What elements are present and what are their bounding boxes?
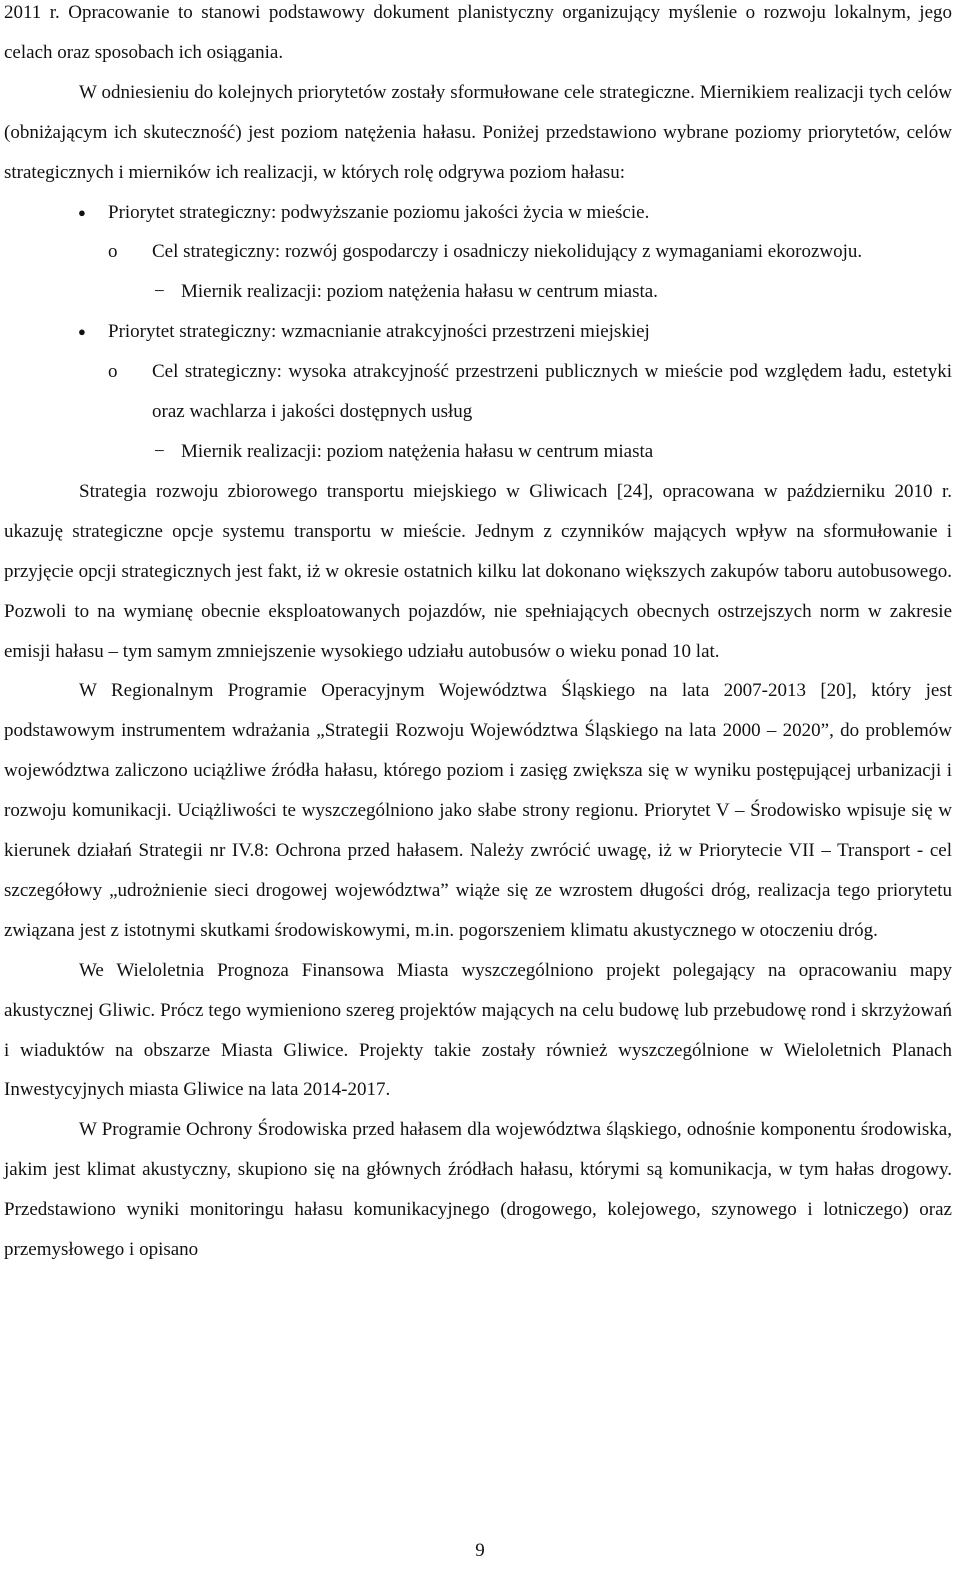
circle-bullet-icon: o — [108, 361, 118, 383]
paragraph-regional-program: W Regionalnym Programie Operacyjnym Województwa Śląskiego na lata 2007-2013 [20], który jest podstawowym instrumentem wdrażania „Strategii Rozwoju Województwa Śląskiego na lata 2000 – 2020”, do problemów województwa zaliczono uciążliwe źródła hałasu, którego poziom i zasięg zwiększa się w wyniku postępującej urbanizacji i rozwoju komunikacji. Uciążliwości te wyszczególniono jako słabe strony regionu. Priorytet V – Środowisko wpisuje się w kierunek działań Strategii nr IV.8: Ochrona przed hałasem. Należy zwrócić uwagę, iż w Priorytecie VII – Transport - cel szczegółowy „udrożnienie sieci drogowej województwa” wiąże się ze wzrostem długości dróg, realizacja tego priorytetu związana jest z istotnymi skutkami środowiskowymi, m.in. pogorszeniem klimatu akustycznego w otoczeniu dróg. — [4, 680, 952, 941]
list-item — [4, 232, 952, 272]
dash-bullet-icon: − — [154, 440, 165, 462]
dash-bullet-icon: − — [154, 281, 165, 303]
paragraph-noise-protection: W Programie Ochrony Środowiska przed hałasem dla województwa śląskiego, odnośnie komponentu środowiska, jakim jest klimat akustyczny, skupiono się na głównych źródłach hałasu, którymi są komunikacja, w tym hałas drogowy. Przedstawiono wyniki monitoringu hałasu komunikacyjnego (drogowego, kolejowego, szynowego i lotniczego) oraz przemysłowego i opisano — [4, 1119, 952, 1261]
priority-2-text: Priorytet strategiczny: wzmacnianie atrakcyjności przestrzeni miejskiej — [108, 321, 650, 343]
paragraph-priorities: W odniesieniu do kolejnych priorytetów zostały sformułowane cele strategiczne. Miernikiem realizacji tych celów (obniżającym ich skuteczność) jest poziom natężenia hałasu. Poniżej przedstawiono wybrane poziomy priorytetów, celów strategicznych i mierników ich realizacji, w których rolę odgrywa poziom hałasu: — [4, 81, 952, 183]
priority-list — [4, 193, 952, 472]
list-item — [4, 432, 952, 472]
page-number: 9 — [475, 1540, 485, 1561]
priority-2-measure-text: Miernik realizacji: poziom natężenia hałasu w centrum miasta — [181, 440, 654, 462]
paragraph-intro: 2011 r. Opracowanie to stanowi podstawowy dokument planistyczny organizujący myślenie o rozwoju lokalnym, jego celach oraz sposobach ich osiągania. — [4, 2, 952, 63]
list-item — [4, 312, 952, 352]
document-page — [4, 0, 952, 1270]
list-item — [4, 352, 952, 432]
priority-2-goal-text: Cel strategiczny: wysoka atrakcyjność przestrzeni publicznych w mieście pod względem ładu, estetyki oraz wachlarza i jakości dostępnych usług — [152, 361, 952, 423]
circle-bullet-icon: o — [108, 241, 118, 263]
priority-1-goal-text: Cel strategiczny: rozwój gospodarczy i osadniczy niekolidujący z wymaganiami ekorozwoju. — [152, 241, 863, 263]
priority-1-measure-text: Miernik realizacji: poziom natężenia hałasu w centrum miasta. — [181, 281, 658, 303]
list-item — [4, 272, 952, 312]
bullet-icon: ● — [78, 324, 86, 340]
priority-1-text: Priorytet strategiczny: podwyższanie poziomu jakości życia w mieście. — [108, 201, 650, 223]
paragraph-transport-strategy: Strategia rozwoju zbiorowego transportu miejskiego w Gliwicach [24], opracowana w październiku 2010 r. ukazuję strategiczne opcje systemu transportu w mieście. Jednym z czynników mających wpływ na sformułowanie i przyjęcie opcji strategicznych jest fakt, iż w okresie ostatnich kilku lat dokonano większych zakupów taboru autobusowego. Pozwoli to na wymianę obecnie eksploatowanych pojazdów, nie spełniających obecnych ostrzejszych norm w zakresie emisji hałasu – tym samym zmniejszenie wysokiego udziału autobusów o wieku ponad 10 lat. — [4, 480, 952, 662]
bullet-icon: ● — [78, 204, 86, 220]
paragraph-financial-forecast: We Wieloletnia Prognoza Finansowa Miasta wyszczególniono projekt polegający na opracowaniu mapy akustycznej Gliwic. Prócz tego wymieniono szereg projektów mających na celu budowę lub przebudowę rond i skrzyżowań i wiaduktów na obszarze Miasta Gliwice. Projekty takie zostały również wyszczególnione w Wieloletnich Planach Inwestycyjnych miasta Gliwice na lata 2014-2017. — [4, 959, 952, 1101]
list-item — [4, 193, 952, 233]
